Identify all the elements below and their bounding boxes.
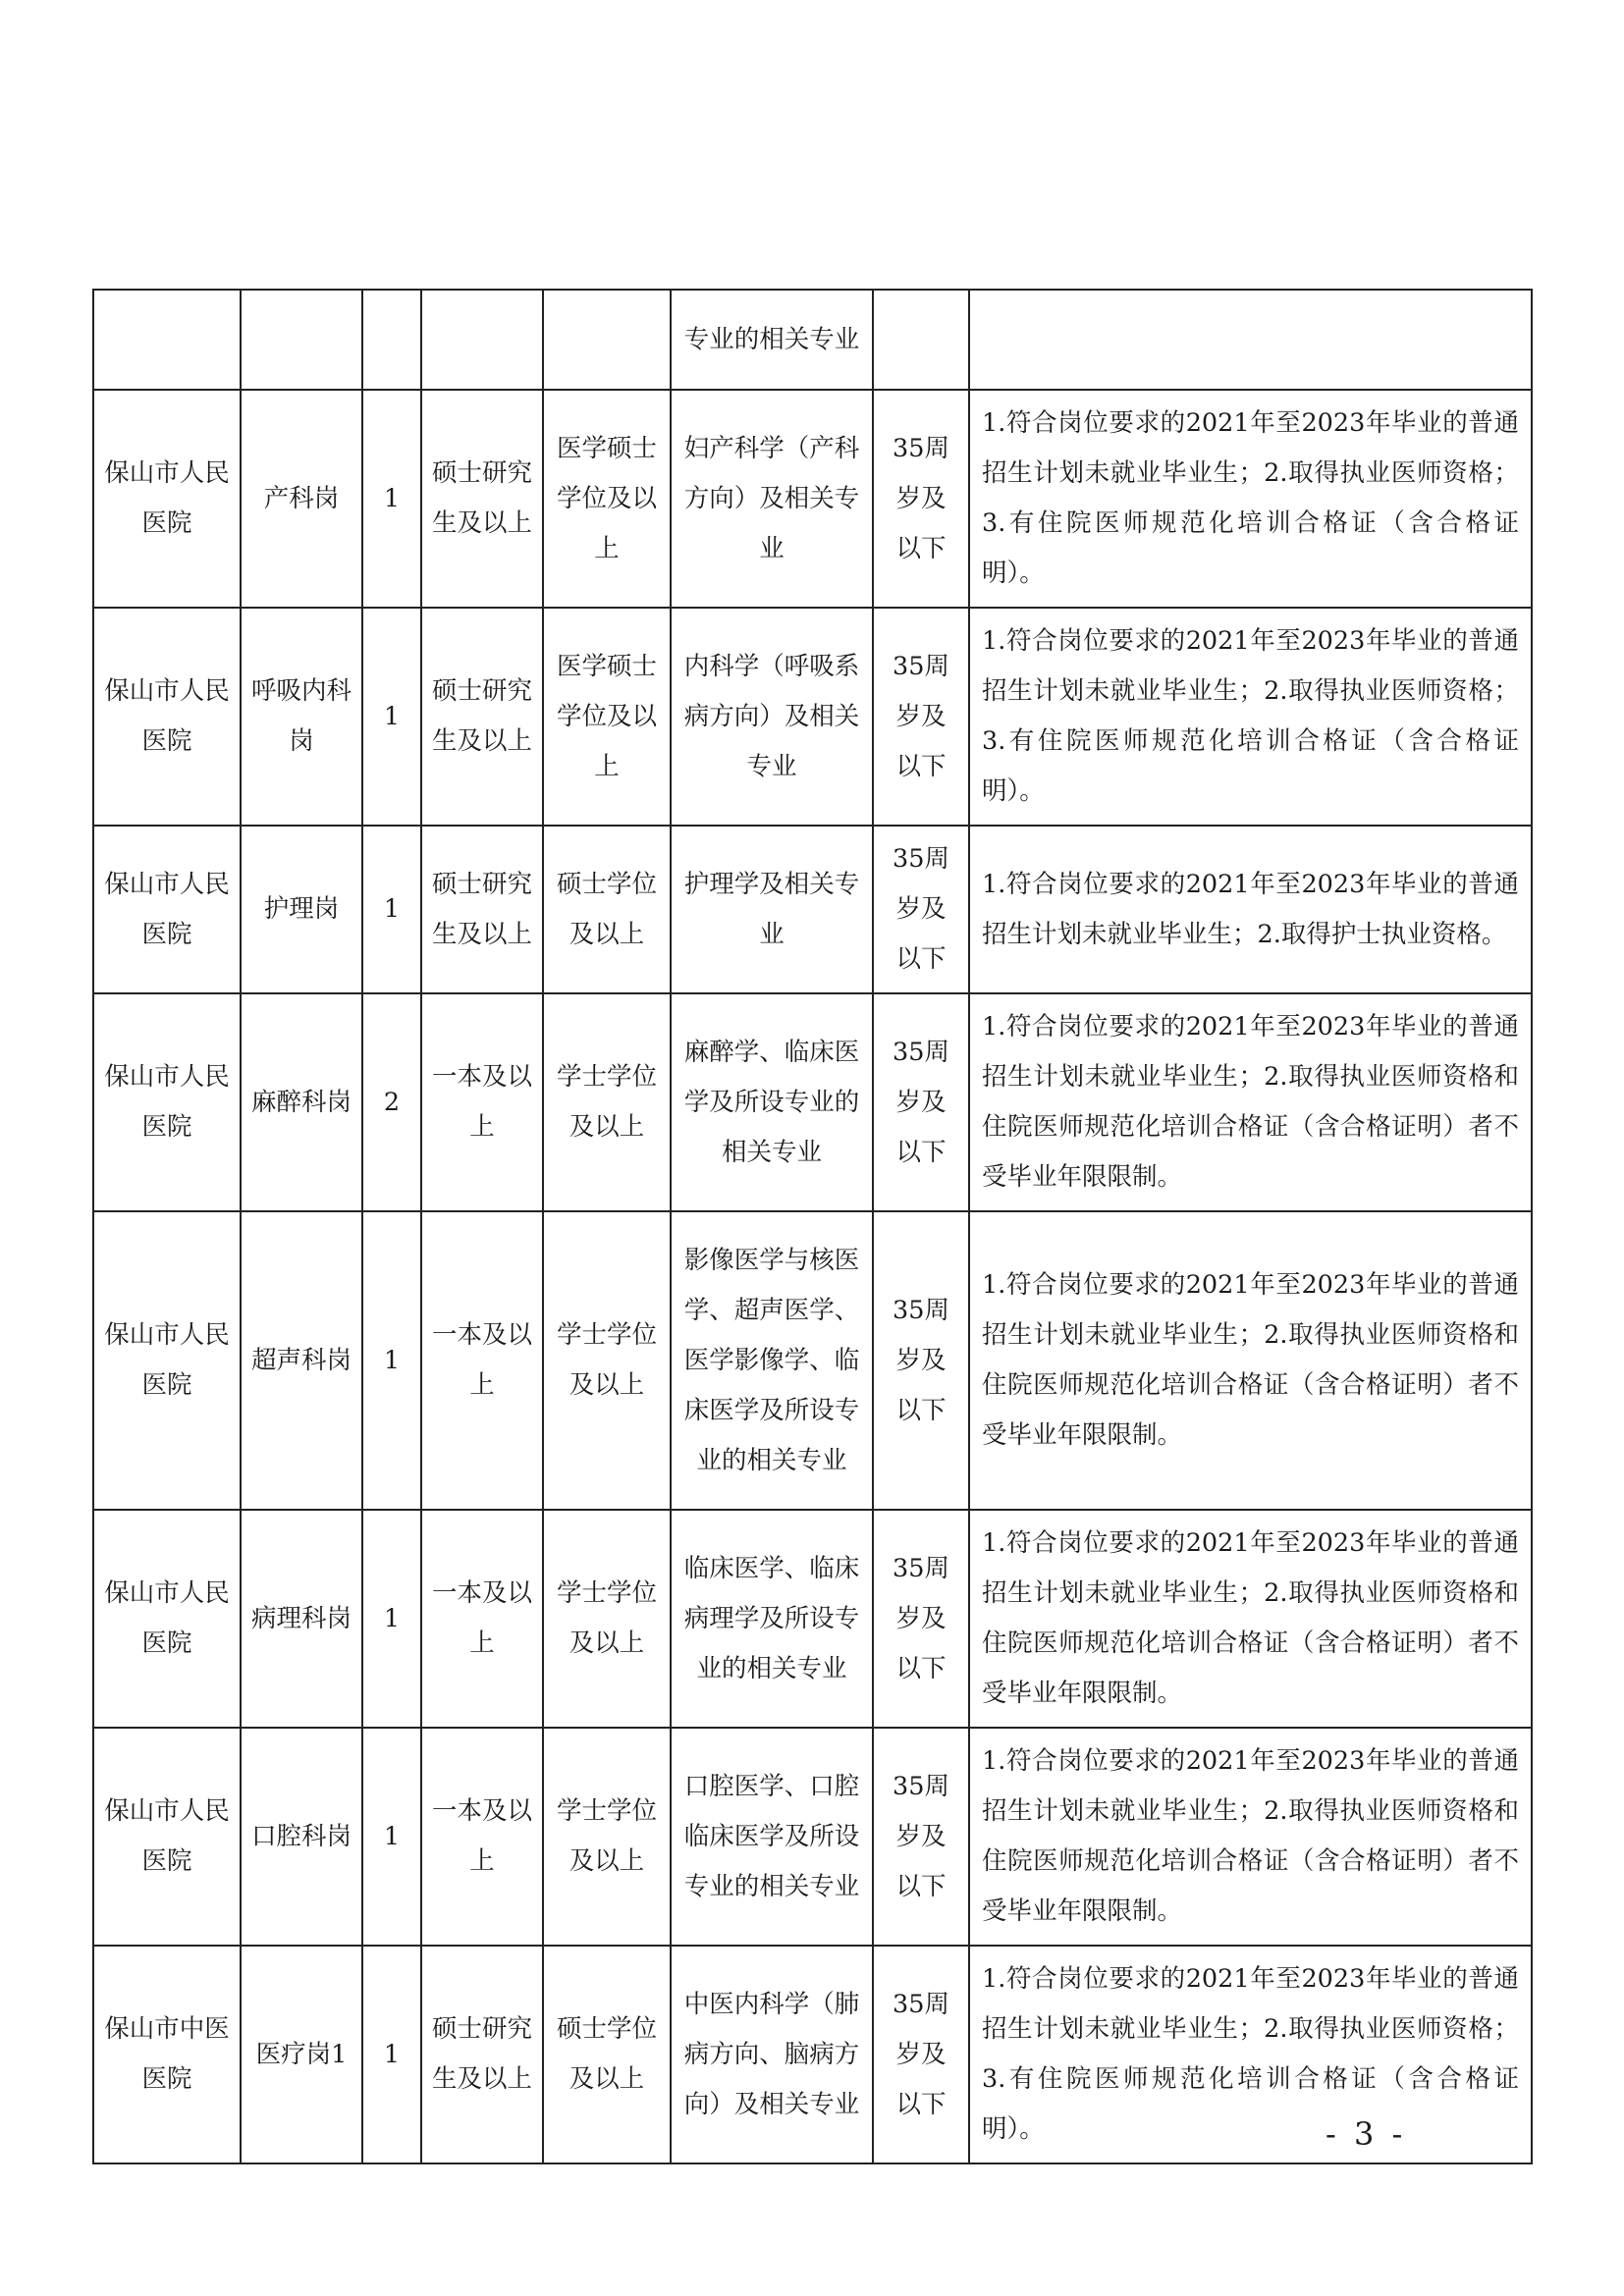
cell-age: 35周岁及以下: [873, 1728, 969, 1946]
cell-degree: 硕士学位及以上: [543, 826, 671, 993]
table-row: [93, 993, 1532, 1211]
cell-major: 口腔医学、口腔临床医学及所设专业的相关专业: [671, 1728, 873, 1946]
table-row: [93, 1946, 1532, 2163]
cell-requirements: 1.符合岗位要求的2021年至2023年毕业的普通招生计划未就业毕业生；2.取得护士执业资格。: [969, 826, 1532, 993]
cell-requirements: 1.符合岗位要求的2021年至2023年毕业的普通招生计划未就业毕业生；2.取得执业医师资格；3.有住院医师规范化培训合格证（含合格证明）。: [969, 608, 1532, 826]
cell-education: 硕士研究生及以上: [421, 826, 543, 993]
recruitment-table: [92, 289, 1533, 2164]
cell-position: 产科岗: [241, 390, 362, 608]
cell-degree: 学士学位及以上: [543, 993, 671, 1211]
cell-age: 35周岁及以下: [873, 608, 969, 826]
cell-degree: [543, 290, 671, 390]
cell-requirements: [969, 290, 1532, 390]
cell-count: 1: [362, 390, 421, 608]
table-row: [93, 1728, 1532, 1946]
cell-major: 专业的相关专业: [671, 290, 873, 390]
cell-major: 内科学（呼吸系病方向）及相关专业: [671, 608, 873, 826]
cell-age: [873, 290, 969, 390]
cell-position: 病理科岗: [241, 1510, 362, 1728]
cell-unit: 保山市人民医院: [93, 826, 241, 993]
cell-requirements: 1.符合岗位要求的2021年至2023年毕业的普通招生计划未就业毕业生；2.取得执业医师资格和住院医师规范化培训合格证（含合格证明）者不受毕业年限限制。: [969, 1728, 1532, 1946]
cell-age: 35周岁及以下: [873, 1211, 969, 1510]
cell-education: 一本及以上: [421, 1728, 543, 1946]
cell-major: 妇产科学（产科方向）及相关专业: [671, 390, 873, 608]
cell-unit: 保山市人民医院: [93, 608, 241, 826]
cell-major: 影像医学与核医学、超声医学、医学影像学、临床医学及所设专业的相关专业: [671, 1211, 873, 1510]
cell-position: 护理岗: [241, 826, 362, 993]
cell-major: 护理学及相关专业: [671, 826, 873, 993]
cell-unit: 保山市人民医院: [93, 390, 241, 608]
cell-age: 35周岁及以下: [873, 390, 969, 608]
cell-age: 35周岁及以下: [873, 1946, 969, 2163]
cell-count: 1: [362, 608, 421, 826]
cell-unit: 保山市中医医院: [93, 1946, 241, 2163]
cell-count: 1: [362, 1728, 421, 1946]
cell-unit: [93, 290, 241, 390]
cell-degree: 学士学位及以上: [543, 1211, 671, 1510]
cell-count: 1: [362, 1946, 421, 2163]
cell-position: 麻醉科岗: [241, 993, 362, 1211]
cell-count: 1: [362, 1510, 421, 1728]
cell-degree: 硕士学位及以上: [543, 1946, 671, 2163]
cell-requirements: 1.符合岗位要求的2021年至2023年毕业的普通招生计划未就业毕业生；2.取得执业医师资格；3.有住院医师规范化培训合格证（含合格证明）。: [969, 390, 1532, 608]
cell-education: 一本及以上: [421, 1211, 543, 1510]
cell-degree: 学士学位及以上: [543, 1728, 671, 1946]
table-row: [93, 826, 1532, 993]
cell-position: [241, 290, 362, 390]
cell-education: 一本及以上: [421, 993, 543, 1211]
cell-count: 1: [362, 1211, 421, 1510]
cell-position: 口腔科岗: [241, 1728, 362, 1946]
cell-count: 1: [362, 826, 421, 993]
page-number: - 3 -: [1326, 2115, 1407, 2153]
cell-major: 中医内科学（肺病方向、脑病方向）及相关专业: [671, 1946, 873, 2163]
table-row: [93, 290, 1532, 390]
cell-age: 35周岁及以下: [873, 826, 969, 993]
cell-requirements: 1.符合岗位要求的2021年至2023年毕业的普通招生计划未就业毕业生；2.取得执业医师资格和住院医师规范化培训合格证（含合格证明）者不受毕业年限限制。: [969, 1211, 1532, 1510]
cell-major: 麻醉学、临床医学及所设专业的相关专业: [671, 993, 873, 1211]
cell-unit: 保山市人民医院: [93, 1211, 241, 1510]
table-row: [93, 390, 1532, 608]
cell-position: 超声科岗: [241, 1211, 362, 1510]
table-row: [93, 1211, 1532, 1510]
cell-education: 硕士研究生及以上: [421, 390, 543, 608]
cell-education: [421, 290, 543, 390]
cell-requirements: 1.符合岗位要求的2021年至2023年毕业的普通招生计划未就业毕业生；2.取得执业医师资格和住院医师规范化培训合格证（含合格证明）者不受毕业年限限制。: [969, 1510, 1532, 1728]
cell-requirements: 1.符合岗位要求的2021年至2023年毕业的普通招生计划未就业毕业生；2.取得执业医师资格和住院医师规范化培训合格证（含合格证明）者不受毕业年限限制。: [969, 993, 1532, 1211]
table-row: [93, 1510, 1532, 1728]
cell-unit: 保山市人民医院: [93, 993, 241, 1211]
cell-degree: 医学硕士学位及以上: [543, 608, 671, 826]
cell-age: 35周岁及以下: [873, 1510, 969, 1728]
cell-count: [362, 290, 421, 390]
cell-education: 硕士研究生及以上: [421, 608, 543, 826]
cell-major: 临床医学、临床病理学及所设专业的相关专业: [671, 1510, 873, 1728]
table-row: [93, 608, 1532, 826]
cell-degree: 学士学位及以上: [543, 1510, 671, 1728]
cell-age: 35周岁及以下: [873, 993, 969, 1211]
cell-education: 一本及以上: [421, 1510, 543, 1728]
cell-position: 呼吸内科岗: [241, 608, 362, 826]
cell-unit: 保山市人民医院: [93, 1728, 241, 1946]
cell-education: 硕士研究生及以上: [421, 1946, 543, 2163]
cell-position: 医疗岗1: [241, 1946, 362, 2163]
cell-requirements: 1.符合岗位要求的2021年至2023年毕业的普通招生计划未就业毕业生；2.取得执业医师资格；3.有住院医师规范化培训合格证（含合格证明）。: [969, 1946, 1532, 2163]
cell-count: 2: [362, 993, 421, 1211]
cell-degree: 医学硕士学位及以上: [543, 390, 671, 608]
cell-unit: 保山市人民医院: [93, 1510, 241, 1728]
